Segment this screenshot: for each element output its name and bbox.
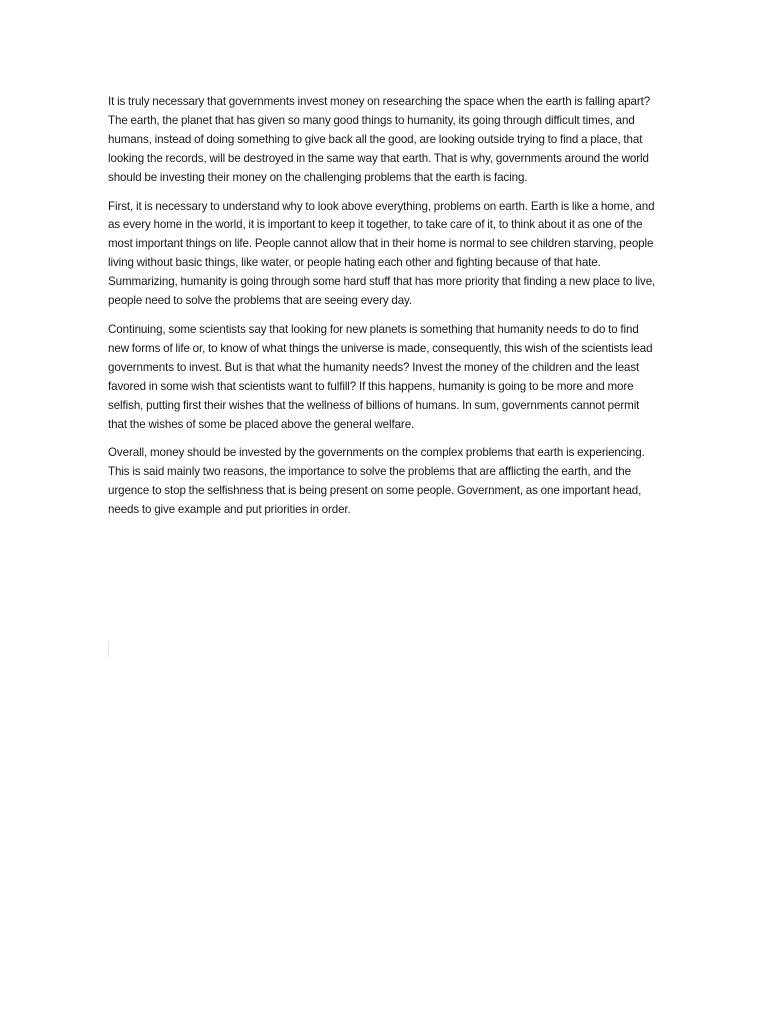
paragraph-first: First, it is necessary to understand why to look above everything, problems on earth. Earth is like a home, and as every home in the world, it is important to keep it together, to take care of it, to think about it as one of the most important things on life. People cannot allow that in their home is normal to see children starving, people living without basic things, like water, or people hating each other and fighting because of that hate. Summarizing, humanity is going through some hard stuff that has more priority that finding a new place to live, people need to solve the problems that are seeing every day. [108,199,656,308]
text-cursor-mark [108,641,109,657]
paragraph-intro: It is truly necessary that governments invest money on researching the space when the earth is falling apart? The earth, the planet that has given so many good things to humanity, its going through difficult times, and humans, instead of doing something to give back all the good, are looking outside trying to find a place, that looking the records, will be destroyed in the same way that earth. That is why, governments around the world should be investing their money on the challenging problems that the earth is facing. [108,95,651,184]
paragraph-overall: Overall, money should be invested by the governments on the complex problems that earth is experiencing. This is said mainly two reasons, the importance to solve the problems that are afflicting the earth, and the urgence to stop the selfishness that is being present on some people. Government, as one important head, needs to give example and put priorities in order. [108,446,645,517]
essay-body [108,93,660,530]
paragraph-continuing: Continuing, some scientists say that looking for new planets is something that humanity needs to do to find new forms of life or, to know of what things the universe is made, consequently, this wish of the scientists lead governments to invest. But is that what the humanity needs? Invest the money of the children and the least favored in some wish that scientists want to fulfill? If this happens, humanity is going to be more and more selfish, putting first their wishes that the wellness of billions of humans. In sum, governments cannot permit that the wishes of some be placed above the general welfare. [108,322,653,431]
